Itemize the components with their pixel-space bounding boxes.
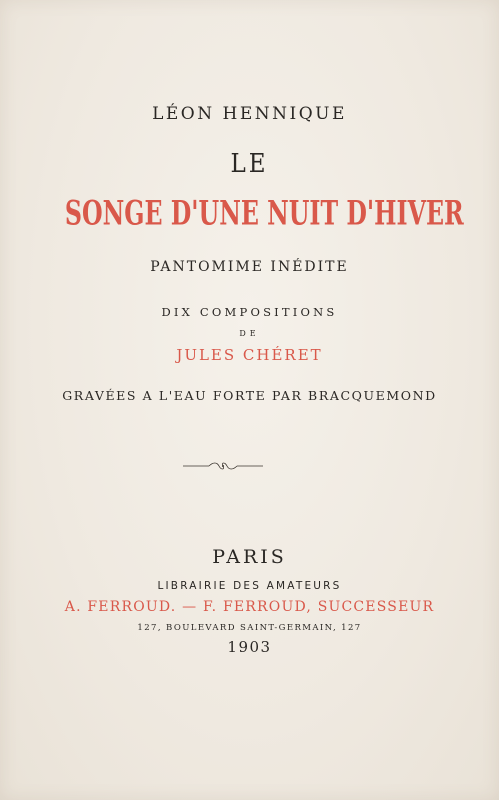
- compositions-line: DIX COMPOSITIONS: [161, 305, 338, 319]
- publisher-names: A. FERROUD. — F. FERROUD, SUCCESSEUR: [64, 599, 435, 615]
- author-name: LÉON HENNIQUE: [152, 104, 347, 124]
- publisher-address: 127, BOULEVARD SAINT-GERMAIN, 127: [137, 623, 362, 633]
- publisher-name: LIBRAIRIE DES AMATEURS: [157, 580, 342, 592]
- publication-year: 1903: [227, 638, 272, 656]
- imprint-city: PARIS: [212, 546, 287, 568]
- book-subtitle: PANTOMIME INÉDITE: [150, 259, 349, 275]
- engraver-line: GRAVÉES A L'EAU FORTE PAR BRACQUEMOND: [62, 388, 437, 403]
- fleuron-ornament-icon: [183, 460, 263, 472]
- artist-name: JULES CHÉRET: [176, 346, 323, 364]
- book-title: SONGE D'UNE NUIT D'HIVER: [64, 193, 464, 233]
- title-article: LE: [230, 149, 269, 179]
- by-line: DE: [239, 329, 260, 338]
